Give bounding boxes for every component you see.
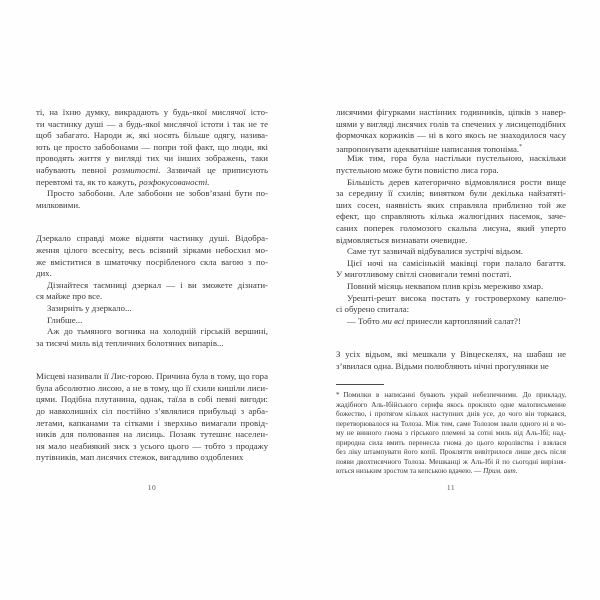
text-segment: ті, на їхню думку, викрадають у будь-якої мислячої істо-: [36, 107, 268, 117]
text-segment: Просто забобони. Але забобони не зобов’язані бути по-: [47, 188, 268, 199]
text-segment: Між тим, гора була настільки пустельною, наскільки: [347, 153, 566, 164]
text-segment: — Тобто: [347, 315, 382, 326]
page-number-left: 10: [147, 483, 157, 492]
text-line: [336, 467, 566, 477]
text-segment: набувають певної: [36, 164, 113, 175]
text-segment: дих.: [36, 268, 52, 279]
text-line: [336, 439, 566, 449]
text-segment: за середину її схилів; винятком були декілька найзатяті-: [336, 188, 566, 199]
text-segment: з’явилася одна. Відьми полюбляють нічні прогулянки не: [336, 360, 549, 371]
text-segment: розмитості: [112, 164, 159, 175]
text-line: [336, 119, 566, 131]
text-line: [36, 165, 268, 177]
text-line: [36, 326, 268, 338]
text-segment: появи двохтисячного Толоза. Мешканці ж Аль-Ібі й по сьогодні вирізня-: [336, 457, 566, 466]
text-line: [336, 246, 566, 258]
text-segment: божество, і протягом кількох наступних днів усе, до чого він торкався,: [336, 410, 566, 419]
text-segment: запропонувати адекватніше написання топоніма.: [336, 143, 520, 154]
text-segment: шями у вигляді лисячих голів та спечених у лисицеподібних: [336, 118, 566, 129]
text-line: [36, 418, 268, 430]
text-line: [36, 257, 268, 269]
text-segment: Дзеркало справді може відняти частинку душі. Відобра-: [36, 233, 268, 244]
text-line: [336, 165, 566, 177]
text-line: [336, 361, 566, 373]
text-line: [36, 441, 268, 453]
text-segment: щоб забагато. Народи ж, які носять більше одягу, назива-: [36, 130, 268, 141]
section-break: [36, 349, 268, 371]
text-line: [336, 458, 566, 468]
text-segment: формочках коржиків — ні в кого якось не знаходилося часу: [336, 130, 566, 141]
footnote-separator: [336, 384, 384, 385]
page-right: [336, 107, 566, 507]
text-segment: *: [519, 143, 522, 150]
text-segment: саних поперек голомозого скальпа лисуна, який уперто: [336, 222, 566, 233]
text-line: [336, 401, 566, 411]
text-segment: ся майже про все.: [36, 291, 103, 302]
text-segment: ефект, що справляють кілька жалюгідних пасемок, заче-: [336, 211, 566, 222]
text-segment: сі обурено спитала:: [336, 304, 410, 315]
text-line: [36, 315, 268, 327]
text-segment: Повний місяць неквапом плив крізь мереживо хмар.: [347, 280, 544, 291]
text-segment: ють це просто забобонами — попри той факт, що люди, які: [36, 141, 268, 152]
text-segment: * Помилки в написанні бувають украй небезпечними. До прикладу,: [336, 391, 566, 400]
text-line: [36, 406, 268, 418]
text-segment: Прим. авт.: [483, 467, 518, 476]
text-line: [36, 338, 268, 350]
text-line: [336, 391, 566, 401]
text-line: [336, 420, 566, 430]
text-segment: З усіх відьом, які мешкали у Вівцескелях, на шабаш не: [336, 349, 566, 360]
text-segment: цями. Подібна плутанина, однак, таїла в собі певні вигоди:: [36, 394, 268, 405]
text-line: [36, 394, 268, 406]
text-segment: му не винного гнома з гірського племені за сотні миль від Аль-Ібі; над-: [336, 429, 566, 438]
text-line: [336, 269, 566, 281]
text-line: [36, 429, 268, 441]
text-segment: Цієї ночі на самісінькій маківці гори палало багаття.: [347, 257, 566, 268]
text-line: [336, 153, 566, 165]
text-line: [336, 410, 566, 420]
text-line: [336, 304, 566, 316]
text-line: [336, 142, 566, 154]
text-line: [36, 452, 268, 464]
text-line: [336, 258, 566, 270]
text-line: [36, 119, 268, 131]
text-segment: Дізнайтеся таємниці дзеркал — і ви зможете дізнати-: [47, 279, 268, 290]
text-line: [36, 383, 268, 395]
text-segment: розфокусованості.: [138, 176, 210, 187]
text-line: [336, 188, 566, 200]
text-segment: Аж до тьмяного вогника на холодній гірській вершині,: [47, 326, 268, 337]
text-line: [336, 316, 566, 328]
text-line: [36, 371, 268, 383]
text-segment: відмовляється визнавати очевидне.: [336, 234, 468, 245]
page-right-body: [336, 107, 566, 372]
text-line: [336, 235, 566, 247]
text-line: [336, 223, 566, 235]
page-number-right: 11: [446, 483, 456, 492]
text-line: [36, 268, 268, 280]
text-line: [36, 280, 268, 292]
page-left-body: [36, 107, 268, 464]
text-segment: . Зазвичай це приписують: [158, 164, 268, 175]
text-line: [336, 293, 566, 305]
text-line: [36, 153, 268, 165]
text-line: [36, 142, 268, 154]
text-segment: без ліку штампувати його копії. Прокляття вивітрилося лише десь після: [336, 448, 566, 457]
text-segment: Більшість дерев категорично відмовлялися рости вище: [347, 176, 566, 187]
text-line: [336, 349, 566, 361]
text-segment: перевтомі та, як то кажуть,: [36, 176, 139, 187]
text-segment: жадібного Аль-Ібійського серифа якось прокляло одне малописьменне: [336, 400, 566, 409]
text-segment: Місцеві називали її Лис-горою. Причина була в тому, що гора: [36, 371, 268, 382]
text-segment: ших сосен, наявність яких справляла приблизно той же: [336, 199, 566, 210]
text-segment: перетворювалося на Толоза. Між тим, саме Толозом звали одного ні в чо-: [336, 419, 566, 428]
text-segment: природна сила вмить перенесла гнома до цього королівства і взялася: [336, 438, 566, 447]
text-segment: лисячими фігурками настінних годинників, ціпків з навер-: [336, 107, 566, 117]
text-segment: була абсолютно лисою, а не в тому, що її схили кишіли лиси-: [36, 382, 268, 393]
text-line: [336, 281, 566, 293]
text-line: [36, 303, 268, 315]
text-segment: ються низьким зростом та кепською вдачею. —: [336, 467, 484, 476]
text-segment: летами, капканами та сітками і зверхньо вимагали провід-: [36, 417, 268, 428]
text-segment: ників для полювання на лисиць. Позаяк тутешнє населен-: [36, 429, 268, 440]
text-line: [336, 448, 566, 458]
text-segment: ження цілого всесвіту, весь всіяний зірками небосхил мо-: [36, 244, 268, 255]
text-segment: Зазирніть у дзеркало...: [47, 302, 132, 313]
text-line: [336, 177, 566, 189]
text-line: [336, 107, 566, 119]
text-segment: принесли картопляний салат?!: [404, 315, 521, 326]
section-break: [336, 327, 566, 349]
text-line: [336, 200, 566, 212]
text-line: [36, 291, 268, 303]
text-line: [36, 130, 268, 142]
text-line: [36, 200, 268, 212]
footnote-text: [336, 391, 566, 477]
text-line: [36, 245, 268, 257]
text-segment: за тисячі миль від тепличних болотяних випарів...: [36, 337, 224, 348]
text-segment: Глибше...: [47, 314, 83, 325]
text-segment: до навколишніх сіл постійно з’являлися прибульці з арба-: [36, 406, 268, 417]
text-segment: милковими.: [36, 199, 81, 210]
text-segment: путівників, мап лисячих стежок, вигадливо оздоблених: [36, 452, 244, 463]
text-line: [36, 107, 268, 119]
text-segment: проводять життя у вигляді тих чи інших зображень, таки: [36, 153, 268, 164]
text-segment: ми всі: [381, 315, 405, 326]
text-line: [336, 130, 566, 142]
text-segment: Урешті-решт висока постать у гостроверхому капелю-: [347, 292, 566, 303]
text-segment: ня мало неабиякий зиск з усього цього — тобто з продажу: [36, 440, 268, 451]
text-line: [36, 233, 268, 245]
text-segment: же вміститися в шматочку посрібленого скла вагою з по-: [36, 256, 268, 267]
footnote: [336, 384, 566, 477]
text-segment: Саме тут зазвичай відбувалися зустрічі відьом.: [347, 246, 523, 257]
text-segment: ти частинку душі — а будь-якої мислячої істоти і так не те: [36, 118, 268, 129]
text-segment: У миготливому світлі сновигали темні постаті.: [336, 269, 512, 280]
text-line: [36, 188, 268, 200]
text-line: [336, 211, 566, 223]
text-line: [36, 177, 268, 189]
text-segment: пустельною може бути повністю лиса гора.: [336, 164, 499, 175]
section-break: [36, 211, 268, 233]
text-line: [336, 429, 566, 439]
page-left: [36, 107, 268, 507]
